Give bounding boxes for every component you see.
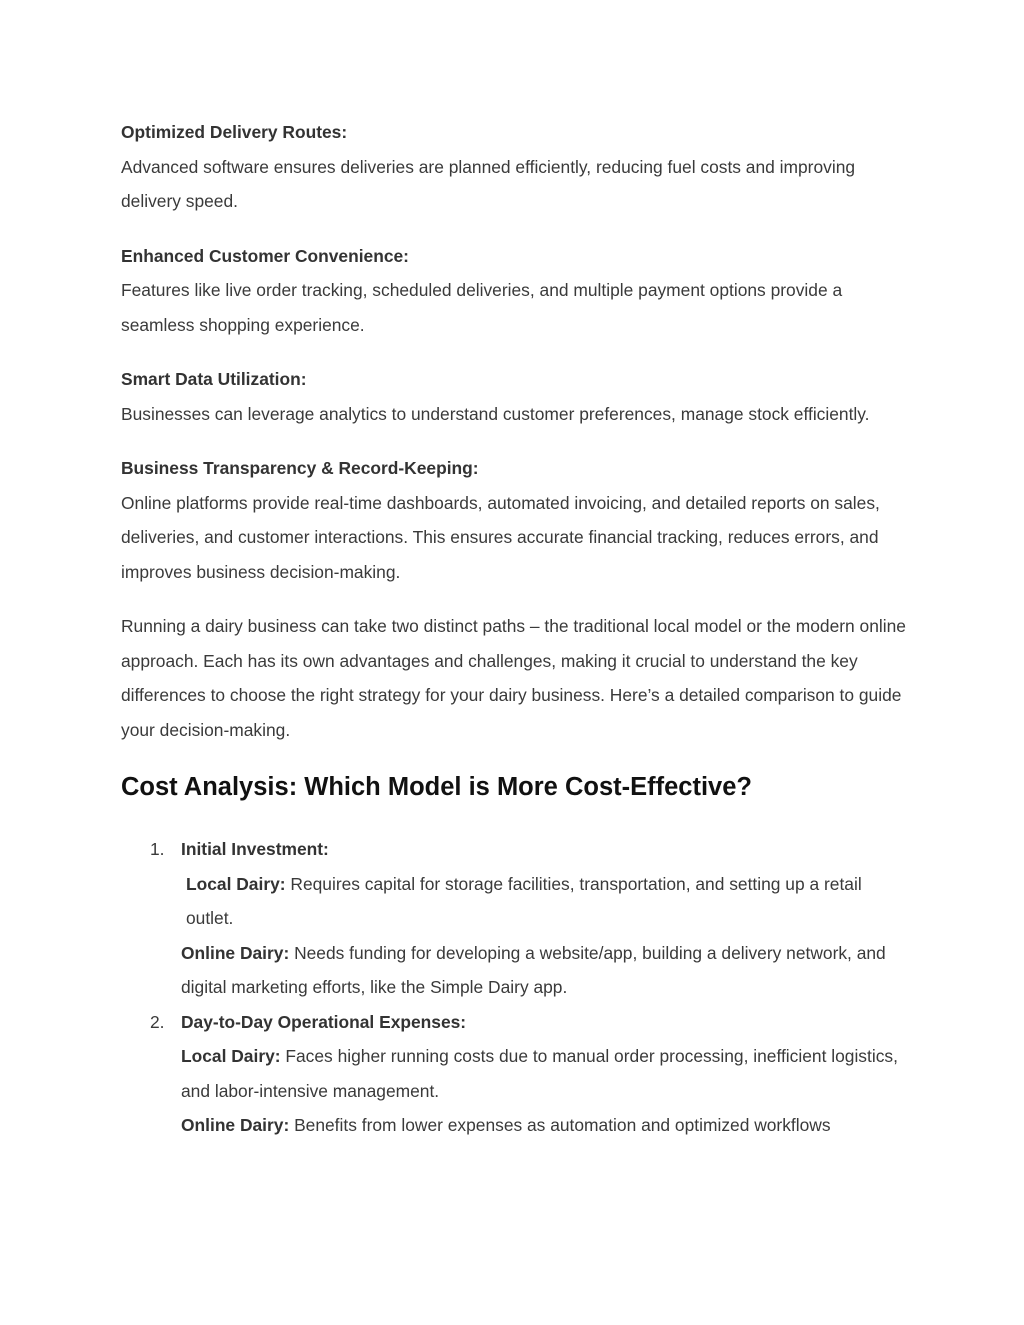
local-dairy-label: Local Dairy: bbox=[186, 873, 286, 894]
section-heading: Smart Data Utilization: bbox=[121, 369, 307, 389]
list-number: 2. bbox=[150, 1011, 165, 1032]
section-business-transparency bbox=[121, 451, 911, 589]
section-body: Features like live order tracking, scheduled deliveries, and multiple payment options provide a seamless shopping experience. bbox=[121, 280, 843, 335]
list-item-title: Day-to-Day Operational Expenses: bbox=[181, 1011, 467, 1032]
list-item bbox=[121, 1005, 911, 1143]
section-body: Advanced software ensures deliveries are planned efficiently, reducing fuel costs and improving delivery speed. bbox=[121, 156, 856, 211]
section-heading: Optimized Delivery Routes: bbox=[121, 122, 348, 142]
section-smart-data-utilization bbox=[121, 362, 911, 431]
section-body: Businesses can leverage analytics to understand customer preferences, manage stock efficiently. bbox=[121, 403, 870, 424]
online-dairy-line bbox=[181, 936, 911, 1005]
list-item-title: Initial Investment: bbox=[181, 839, 329, 859]
local-dairy-text: Faces higher running costs due to manual order processing, inefficient logistics, and labor-intensive management. bbox=[181, 1046, 898, 1101]
intro-paragraph: Running a dairy business can take two distinct paths – the traditional local model or the modern online approach. Each has its own advantages and challenges, making it crucial to understand the key differences to choose the right strategy for your dairy business. Here’s a detailed comparison to guide your decision-making. bbox=[121, 616, 906, 740]
local-dairy-line bbox=[181, 1039, 911, 1108]
section-enhanced-customer-convenience bbox=[121, 239, 911, 343]
cost-analysis-heading: Cost Analysis: Which Model is More Cost-Effective? bbox=[121, 773, 752, 801]
local-dairy-label: Local Dairy: bbox=[181, 1046, 281, 1066]
section-heading: Business Transparency & Record-Keeping: bbox=[121, 458, 479, 478]
online-dairy-label: Online Dairy: bbox=[181, 942, 290, 963]
section-body: Online platforms provide real-time dashboards, automated invoicing, and detailed reports on sales, deliveries, and customer interactions. This ensures accurate financial tracking, reduces errors, and improves business decision-making. bbox=[121, 492, 880, 582]
online-dairy-text: Needs funding for developing a website/app, building a delivery network, and digital marketing efforts, like the Simple Dairy app. bbox=[181, 942, 886, 997]
section-optimized-delivery-routes bbox=[121, 115, 911, 219]
document-page bbox=[121, 115, 911, 1143]
online-dairy-line bbox=[181, 1108, 911, 1143]
cost-analysis-list bbox=[121, 832, 911, 1143]
section-heading: Enhanced Customer Convenience: bbox=[121, 245, 409, 266]
online-dairy-text: Benefits from lower expenses as automation and optimized workflows bbox=[289, 1115, 831, 1135]
list-number: 1. bbox=[150, 839, 165, 859]
local-dairy-line bbox=[181, 867, 911, 936]
local-dairy-text: Requires capital for storage facilities, transportation, and setting up a retail outlet. bbox=[186, 873, 862, 928]
list-item bbox=[121, 832, 911, 1005]
online-dairy-label: Online Dairy: bbox=[181, 1115, 290, 1135]
